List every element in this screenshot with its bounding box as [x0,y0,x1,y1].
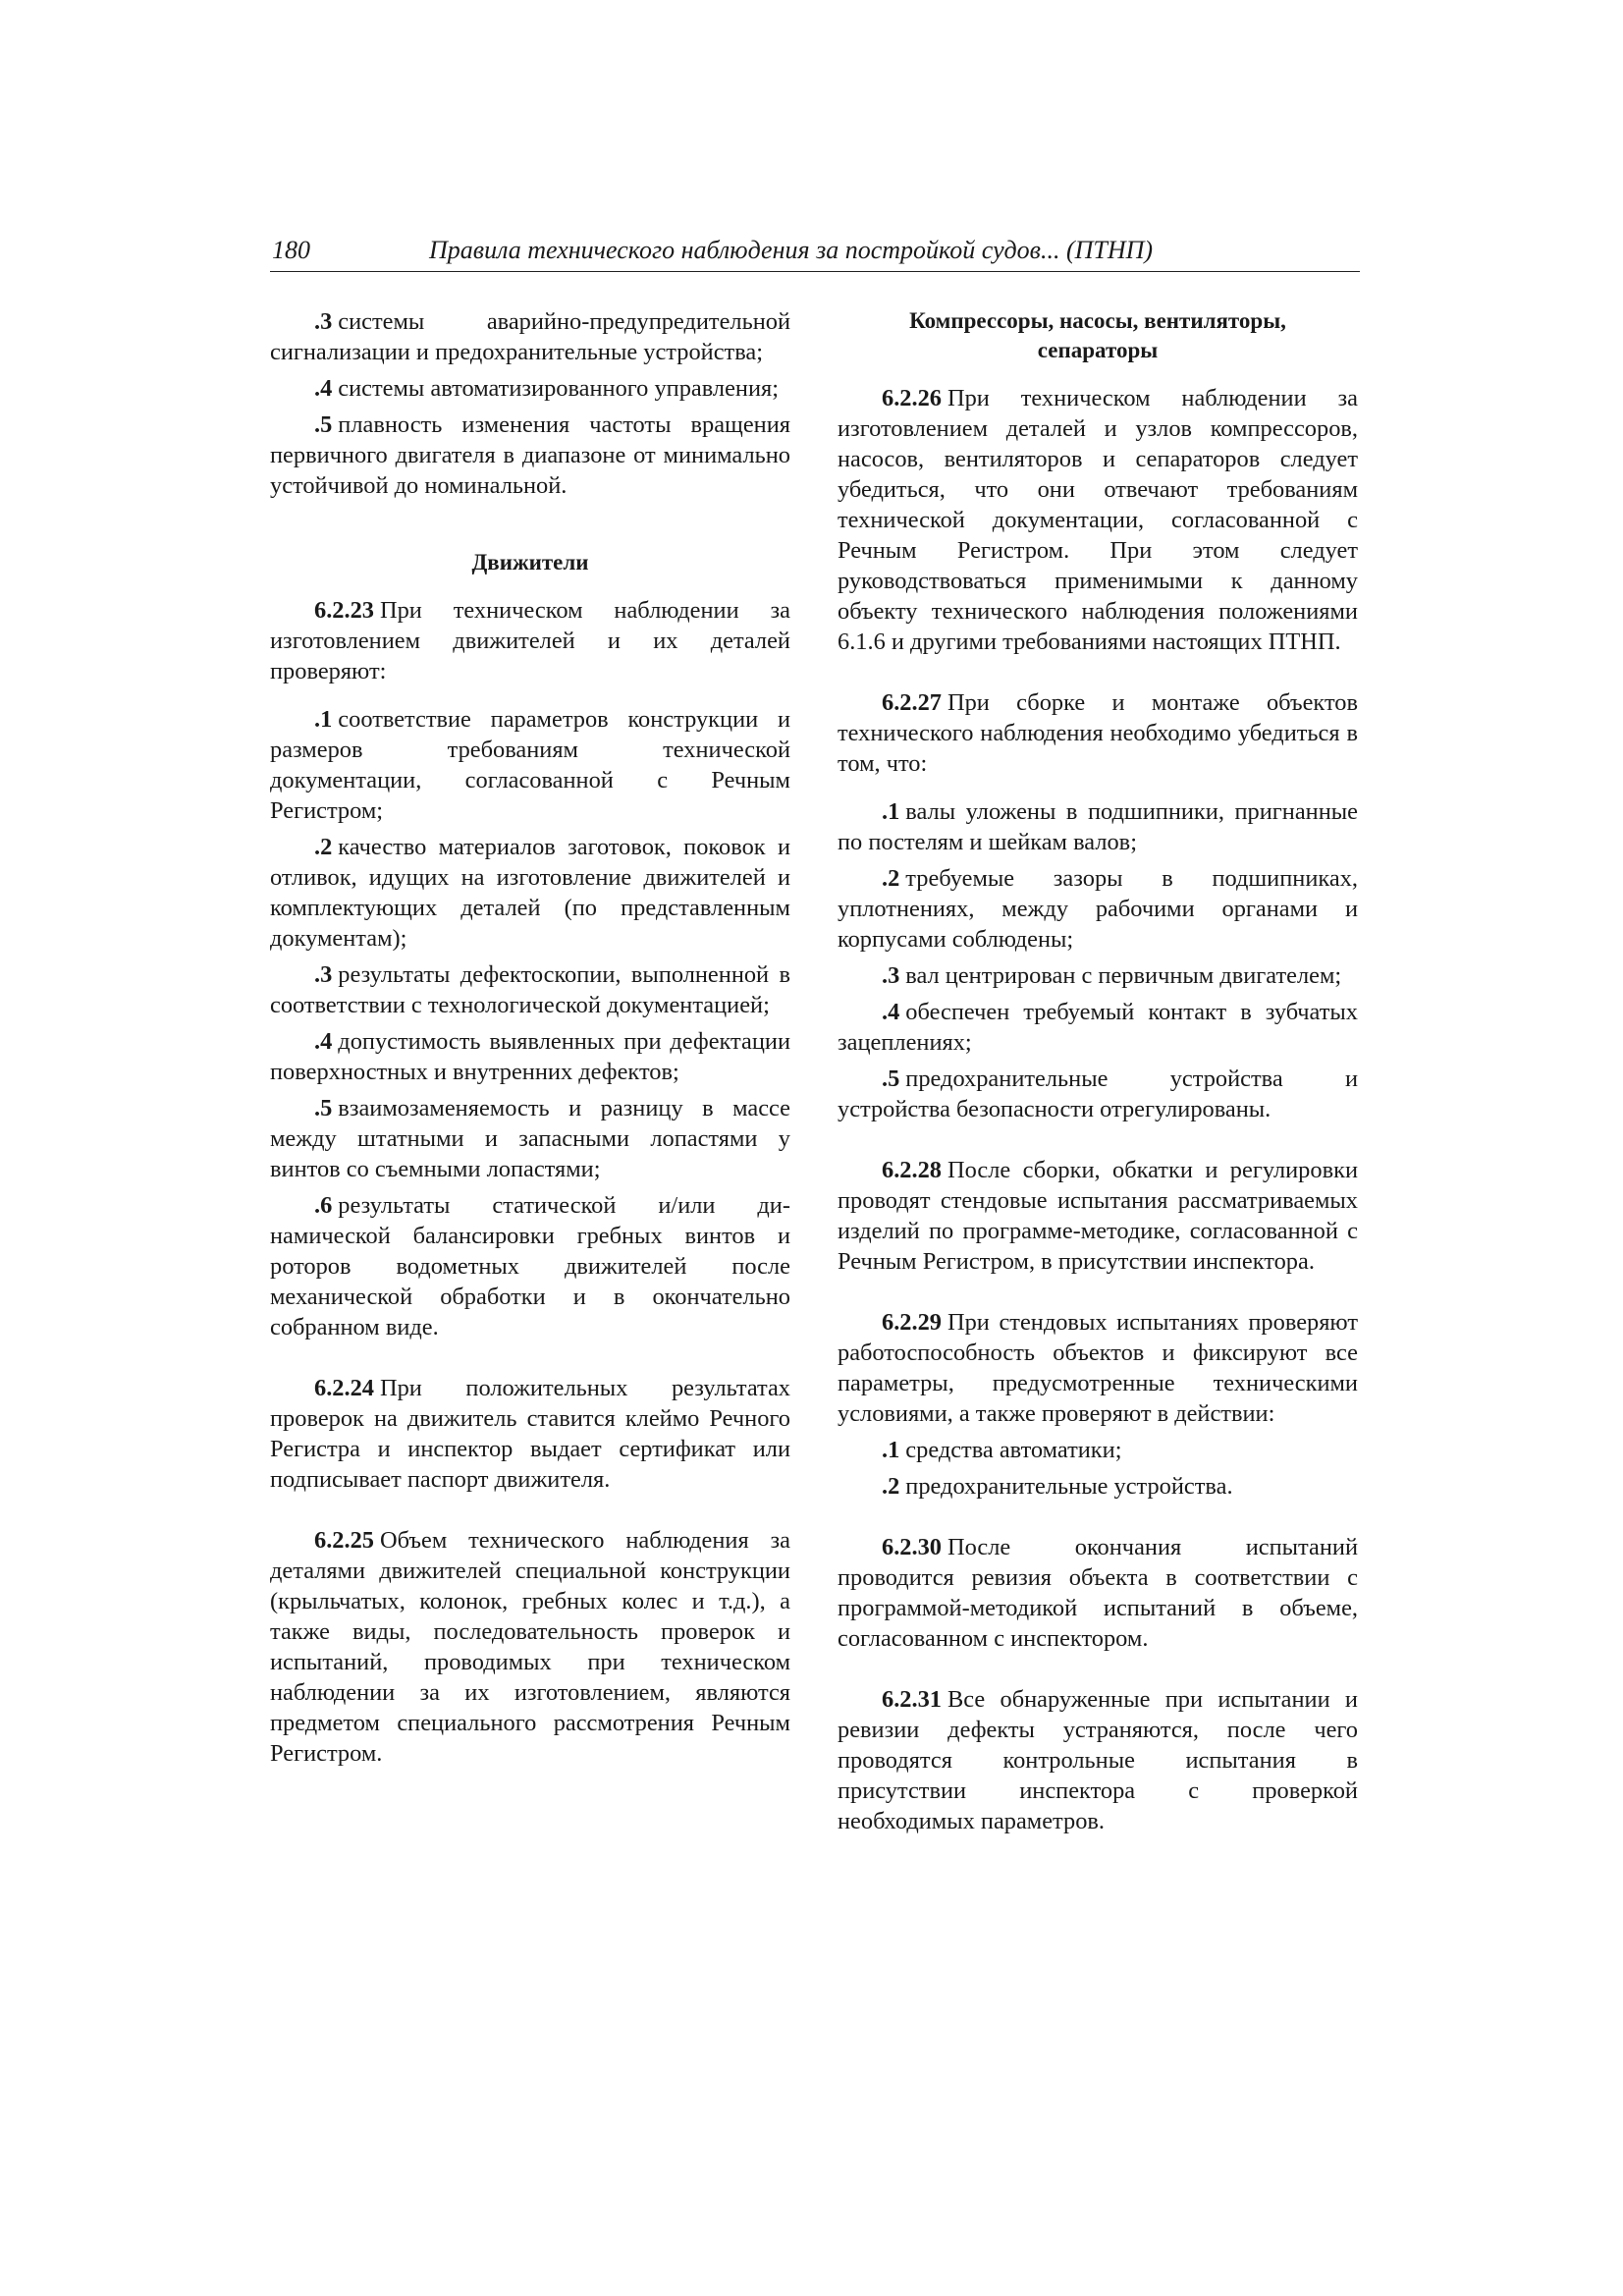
list-item [270,306,790,367]
item-text: обеспечен требуемый контакт в зубчатых зацеплениях; [838,999,1358,1056]
item-number: .2 [882,1473,900,1500]
clause-text: После сборки, обкатки и регулировки проводят стендовые испытания рассматриваемых изделий по программе-методике, согласованной с Речным Регистром, в присутствии инспектора. [838,1157,1358,1275]
item-text: результаты дефектоскопии, выполненной в соответствии с технологической документацией; [270,961,790,1018]
item-number: .1 [314,706,333,733]
clause-text: При стендовых испытаниях проверяют работоспособность объектов и фиксируют все параметры, предусмотренные техническими условиями, а также проверяют в действии: [838,1309,1358,1427]
item-number: .1 [882,1437,900,1463]
item-text: предохранительные устройства и устройства безопасности отрегулированы. [838,1066,1358,1122]
list-item [838,1471,1358,1502]
heading-line-2: сепараторы [1037,338,1159,362]
section-heading-propulsors: Движители [471,550,589,574]
section-heading-compressors [838,306,1358,365]
clause-6-2-28 [838,1155,1358,1277]
list-item [270,1093,790,1184]
clause-6-2-30 [838,1532,1358,1654]
clause-6-2-27 [838,687,1358,779]
clause-text: При сборке и монтаже объектов технического наблюдения необходимо убедиться в том, что: [838,689,1358,777]
clause-6-2-31 [838,1684,1358,1836]
list-item [838,997,1358,1058]
item-text: плавность изменения частоты вращения первичного двигателя в диапазоне от минимально устойчивой до номинальной. [270,411,790,499]
list-item [270,959,790,1020]
clause-number: 6.2.28 [882,1157,942,1183]
clause-6-2-26 [838,383,1358,657]
item-number: .4 [314,375,333,402]
item-text: допустимость выявленных при дефектации поверхностных и внутренних дефектов; [270,1028,790,1085]
list-item [270,410,790,501]
item-text: качество материалов заготовок, поковок и отливок, идущих на изготовление движителей и комплектующих деталей (по представленным документам); [270,834,790,952]
item-number: .3 [314,961,333,988]
clause-text: При техническом наблюдении за изготовлением деталей и узлов компрессоров, насосов, вентиляторов и сепараторов следует убедиться, что они отвечают требованиям технической документации, согласованной с Речным Регистром. При этом следует руководствоваться применимыми к данному объекту технического наблюдения положениями 6.1.6 и другими требованиями настоящих ПТНП. [838,385,1358,655]
list-item [270,1026,790,1087]
clause-number: 6.2.27 [882,689,942,716]
clause-text: При положительных результатах проверок на движитель ставится клеймо Речного Регистра и инспектор выдает сертификат или подписывает паспорт движителя. [270,1375,790,1493]
item-text: вал центрирован с первичным двигателем; [905,962,1342,989]
item-text: предохранительные устройства. [905,1473,1233,1500]
clause-6-2-23 [270,595,790,686]
clause-number: 6.2.26 [882,385,942,411]
list-item [838,796,1358,857]
item-text: требуемые зазоры в подшипниках, уплотнениях, между рабочими органами и корпусами соблюдены; [838,865,1358,953]
list-item [838,1064,1358,1124]
clause-text: Все обнаруженные при испытании и ревизии дефекты устраняются, после чего проводятся контрольные испытания в присутствии инспектора с проверкой необходимых параметров. [838,1686,1358,1834]
left-column [270,306,790,1769]
item-text: взаимозаменяемость и разницу в массе между штатными и запасными лопастями у винтов со съемными лопастями; [270,1095,790,1182]
item-text: результаты статической и/или динамической балансировки гребных винтов и роторов водометных движителей после механической обработки и в окончательно собранном виде. [270,1192,790,1340]
item-text: системы автоматизированного управления; [338,375,780,402]
clause-6-2-24 [270,1373,790,1495]
right-column [838,306,1358,1836]
item-text: средства автоматики; [905,1437,1122,1463]
clause-number: 6.2.31 [882,1686,942,1713]
clause-number: 6.2.23 [314,597,374,624]
clause-number: 6.2.25 [314,1527,374,1554]
item-number: .4 [314,1028,333,1055]
item-number: .3 [314,308,333,335]
item-number: .3 [882,962,900,989]
list-item [270,704,790,826]
item-number: .5 [314,1095,333,1121]
item-number: .6 [314,1192,333,1219]
item-number: .2 [882,865,900,892]
item-number: .1 [882,798,900,825]
page-header [270,236,1360,272]
item-text: соответствие параметров конструкции и размеров требованиям технической документации, согласованной с Речным Регистром; [270,706,790,824]
item-text: системы аварийно-предупредительной сигнализации и предохранительные устройства; [270,308,790,365]
list-item [838,1435,1358,1465]
list-item [838,960,1358,991]
item-number: .5 [882,1066,900,1092]
heading-line-1: Компрессоры, насосы, вентиляторы, [909,308,1286,333]
clause-text: При техническом наблюдении за изготовлением движителей и их деталей проверяют: [270,597,790,684]
list-item [270,832,790,954]
clause-number: 6.2.24 [314,1375,374,1401]
list-item [270,1190,790,1342]
clause-text: После окончания испытаний проводится ревизия объекта в соответствии с программой-методикой испытаний в объеме, согласованном с инспектором. [838,1534,1358,1652]
list-item [838,863,1358,955]
page-number: 180 [272,236,310,264]
item-number: .5 [314,411,333,438]
list-item [270,373,790,404]
item-number: .2 [314,834,333,860]
running-title: Правила технического наблюдения за постройкой судов... (ПТНП) [429,236,1154,264]
clause-6-2-25 [270,1525,790,1769]
clause-text: Объем технического наблюдения за деталями движителей специальной конструкции (крыльчатых, колонок, гребных колес и т.д.), а также виды, последовательность проверок и испытаний, проводимых при техническом наблюдении за их изготовлением, являются предметом специального рассмотрения Речным Регистром. [270,1527,790,1767]
clause-number: 6.2.29 [882,1309,942,1336]
item-text: валы уложены в подшипники, пригнанные по постелям и шейкам валов; [838,798,1358,855]
item-number: .4 [882,999,900,1025]
clause-6-2-29 [838,1307,1358,1429]
clause-number: 6.2.30 [882,1534,942,1560]
